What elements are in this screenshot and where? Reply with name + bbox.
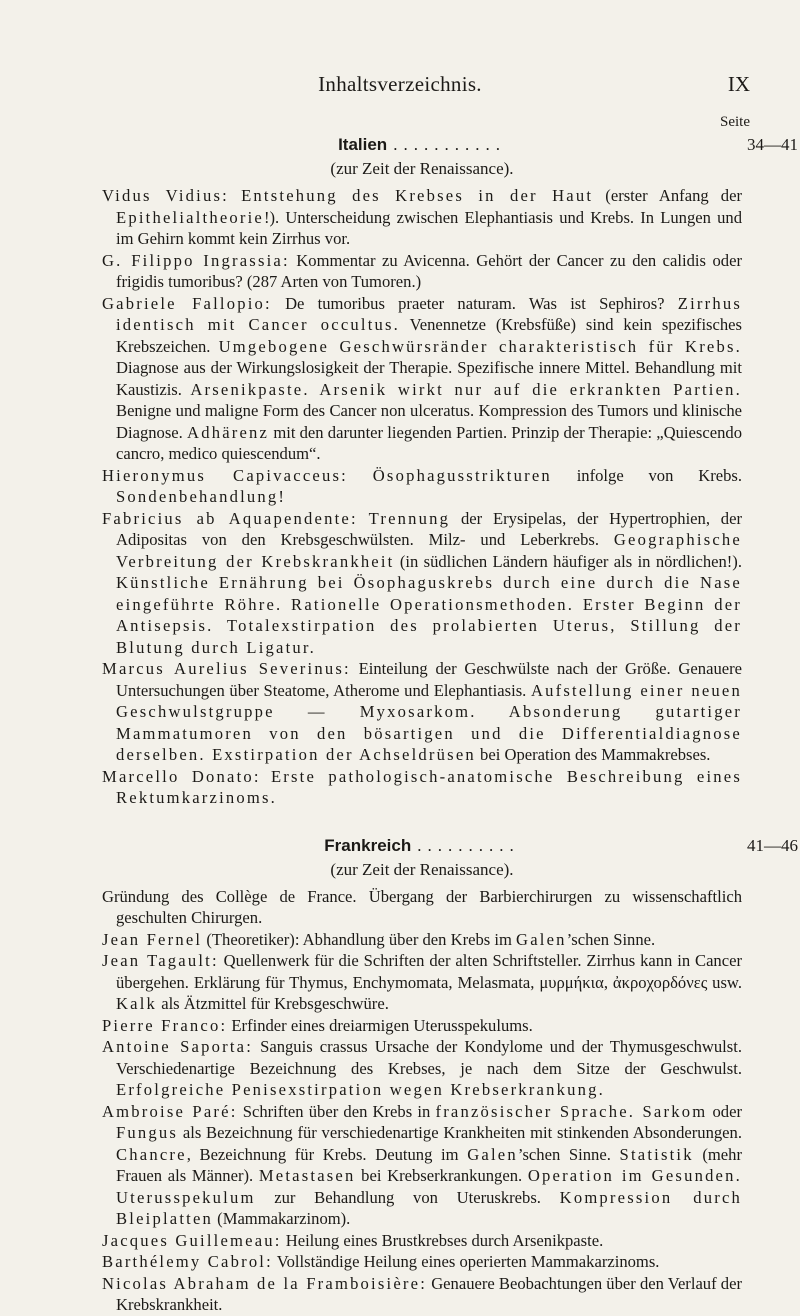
spaced-text: Gabriele Fallopio:	[102, 293, 272, 313]
spaced-text: Galen	[467, 1144, 518, 1164]
section-frankreich	[102, 835, 798, 1316]
toc-entry	[102, 250, 742, 293]
entry-text: ’schen Sinne.	[566, 929, 656, 949]
spaced-text: Ambroise Paré:	[102, 1101, 238, 1121]
spaced-text: Hieronymus Capivacceus:	[102, 465, 348, 485]
entry-text: Gründung des Collège de France. Übergang der Barbierchirurgen zu wissenschaftlich geschulten Chirurgen.	[102, 886, 742, 927]
entry-text	[348, 466, 373, 485]
spaced-text: Adhärenz	[187, 422, 270, 442]
spaced-text: Zirrhus identisch mit Cancer occultus.	[116, 293, 742, 334]
leader-dots: ...........	[393, 135, 506, 154]
spaced-text: Jean Fernel	[102, 929, 203, 949]
entry-text	[261, 767, 271, 786]
entry-text: Benigne und maligne Form des Cancer non ulceratus. Kompression des Tumors und klinische Diagnose.	[116, 401, 742, 442]
spaced-text: G. Filippo Ingrassia:	[102, 250, 290, 270]
spaced-text: Operation im Gesunden. Uterusspekulum	[116, 1166, 742, 1207]
entry-text: oder	[707, 1101, 742, 1121]
entry-list	[102, 886, 742, 1316]
spaced-text: Trennung	[368, 508, 451, 528]
spaced-text: Antoine Saporta:	[102, 1037, 254, 1056]
toc-entry	[102, 465, 742, 508]
running-head-title: Inhaltsverzeichnis.	[318, 72, 482, 96]
spaced-text: Entstehung des Krebses in der Haut	[241, 186, 594, 205]
page-range: 34—41	[747, 135, 798, 154]
toc-entry	[102, 1036, 742, 1101]
toc-entry	[102, 1101, 742, 1230]
spaced-text: französischer Sprache. Sarkom	[435, 1101, 708, 1121]
spaced-text: Nicolas Abraham de la Framboisière:	[102, 1273, 428, 1293]
entry-text: (Mammakarzinom).	[213, 1209, 351, 1228]
toc-entry	[102, 1273, 742, 1316]
spaced-text: Metastasen	[258, 1166, 356, 1185]
entry-text: (erster Anfang der	[593, 186, 742, 205]
toc-entry	[102, 950, 742, 1015]
section-title: Italien	[338, 135, 388, 154]
entry-text: !). Unterscheidung zwischen Elephantiasis und Krebs. In Lungen und im Gehirn kommt kein Zirrhus vor.	[116, 207, 742, 248]
spaced-text: Jean Tagault:	[102, 951, 219, 970]
spaced-text: Marcus Aurelius Severinus:	[102, 659, 351, 678]
entry-text: bei Operation des Mammakrebses.	[475, 745, 711, 764]
entry-text: Heilung eines Brustkrebses durch Arsenikpaste.	[281, 1230, 604, 1250]
spaced-text: Umgebogene Geschwürsränder charakteristisch für Krebs.	[218, 336, 742, 356]
entry-text: (Theoretiker): Abhandlung über den Krebs im	[202, 929, 517, 949]
spaced-text: Statistik	[619, 1144, 694, 1164]
toc-content	[102, 128, 798, 1316]
entry-text	[358, 509, 369, 528]
spaced-text: Arsenikpaste. Arsenik wirkt nur auf die erkrankten Partien.	[190, 379, 742, 399]
spaced-text: Künstliche Ernährung bei Ösophaguskrebs durch eine durch die Nase eingeführte Röhre. Rationelle Operationsmethoden. Erster Beginn der Antisepsis. Totalexstirpation des prolabierten Uterus, Stillung der Blutung durch Ligatur.	[116, 573, 742, 657]
entry-text: Genauere Beobachtungen über den Verlauf der Krebskrankheit.	[116, 1273, 742, 1314]
page-range: 41—46	[747, 835, 798, 855]
spaced-text: Aufstellung einer neuen Geschwulstgruppe — Myxosarkom. Absonderung gutartiger Mammatumoren von den bösartigen und die Differentialdiagnose derselben. Exstirpation der Achseldrüsen	[116, 680, 742, 764]
toc-entry	[102, 508, 742, 659]
spaced-text: Erfolgreiche Penisexstirpation wegen Krebserkrankung.	[116, 1080, 605, 1099]
spaced-text: Fabricius ab Aquapendente:	[102, 508, 358, 528]
page-number: IX	[727, 72, 750, 96]
section-italien	[102, 134, 798, 809]
spaced-text: Jacques Guillemeau:	[102, 1230, 282, 1250]
toc-entry	[102, 185, 742, 250]
spaced-text: Kalk	[116, 994, 158, 1013]
leader-dots: ..........	[417, 835, 520, 855]
toc-entry	[102, 886, 742, 929]
spaced-text: Epithelialtheorie	[116, 207, 264, 227]
entry-text: Venennetze (Krebsfüße) sind kein spezifisches Krebszeichen.	[116, 315, 742, 356]
entry-text: , Bezeichnung für Krebs. Deutung im	[186, 1144, 468, 1164]
entry-text: Kommentar zu Avicenna. Gehört der Cancer zu den calidis oder frigidis tumoribus? (287 Arten von Tumoren.)	[116, 250, 742, 291]
entry-text: Quellenwerk für die Schriften der alten Schriftsteller. Zirrhus kann in Cancer übergehen. Erklärung für Thymus, Enchymomata, Melasmata, μυρμήκια, ἀκροχορδόνες usw.	[116, 951, 742, 992]
entry-text: als Bezeichnung für verschiedenartige Krankheiten mit stinkenden Absonderungen.	[178, 1123, 742, 1142]
spaced-text: Fungus	[116, 1123, 179, 1142]
entry-list	[102, 185, 742, 809]
entry-text: Diagnose aus der Wirkungslosigkeit der Therapie. Spezifische innere Mittel. Behandlung mit Kaustizis.	[116, 358, 742, 399]
entry-text: Schriften über den Krebs in	[237, 1101, 436, 1121]
entry-text: ’schen Sinne.	[517, 1144, 620, 1164]
spaced-text: Marcello Donato:	[102, 766, 261, 786]
entry-text: (mehr Frauen als Männer).	[116, 1144, 743, 1185]
spaced-text: Kompression durch Bleiplatten	[116, 1187, 743, 1228]
section-heading	[102, 835, 798, 857]
section-title: Frankreich	[324, 835, 412, 855]
spaced-text: Ösophagusstrikturen	[372, 465, 552, 485]
section-heading	[102, 134, 798, 156]
spaced-text: Sondenbehandlung!	[116, 487, 287, 506]
entry-text	[229, 186, 241, 205]
section-subtitle: (zur Zeit der Renaissance).	[330, 859, 514, 879]
entry-text: mit den darunter liegenden Partien. Prinzip der Therapie: „Quiescendo cancro, medico quiescendum“.	[116, 422, 742, 463]
section-gap	[102, 809, 742, 829]
toc-entry	[102, 1230, 742, 1252]
entry-text: als Ätzmittel für Krebsgeschwüre.	[157, 994, 389, 1013]
entry-text: De tumoribus praeter naturam. Was ist Sephiros?	[271, 293, 678, 313]
seite-column-label: Seite	[720, 114, 750, 130]
toc-entry	[102, 1015, 742, 1037]
spaced-text: Barthélemy Cabrol:	[102, 1252, 273, 1271]
entry-text: Erfinder eines dreiarmigen Uterusspekulums.	[227, 1015, 533, 1035]
spaced-text: Vidus Vidius:	[102, 186, 229, 205]
spaced-text: Galen	[516, 929, 567, 949]
spaced-text: Erste pathologisch-anatomische Beschreibung eines Rektumkarzinoms.	[116, 766, 742, 807]
section-subtitle: (zur Zeit der Renaissance).	[330, 159, 514, 178]
entry-text: zur Behandlung von Uteruskrebs.	[255, 1187, 560, 1207]
entry-text: Sanguis crassus Ursache der Kondylome und der Thymusgeschwulst. Verschiedenartige Bezeichnung des Krebses, je nach dem Sitze der Geschwulst.	[116, 1037, 742, 1078]
toc-entry	[102, 766, 742, 809]
entry-text: der Erysipelas, der Hypertrophien, der Adipositas von den Krebsgeschwülsten. Milz- und Leberkrebs.	[116, 508, 742, 549]
toc-entry	[102, 929, 742, 951]
toc-entry	[102, 1251, 742, 1273]
toc-entry	[102, 293, 742, 465]
entry-text: infolge von Krebs.	[551, 465, 742, 485]
spaced-text: Geographische Verbreitung der Krebskrankheit	[116, 530, 742, 571]
entry-text: (in südlichen Ländern häufiger als in nördlichen!).	[394, 551, 742, 571]
spaced-text: Chancre	[116, 1144, 187, 1164]
entry-text: bei Krebserkrankungen.	[355, 1166, 528, 1185]
entry-text: Vollständige Heilung eines operierten Mammakarzinoms.	[272, 1252, 660, 1271]
entry-text: Einteilung der Geschwülste nach der Größe. Genauere Untersuchungen über Steatome, Atherome und Elephantiasis.	[116, 659, 743, 700]
toc-entry	[102, 658, 742, 766]
spaced-text: Pierre Franco:	[102, 1015, 228, 1035]
